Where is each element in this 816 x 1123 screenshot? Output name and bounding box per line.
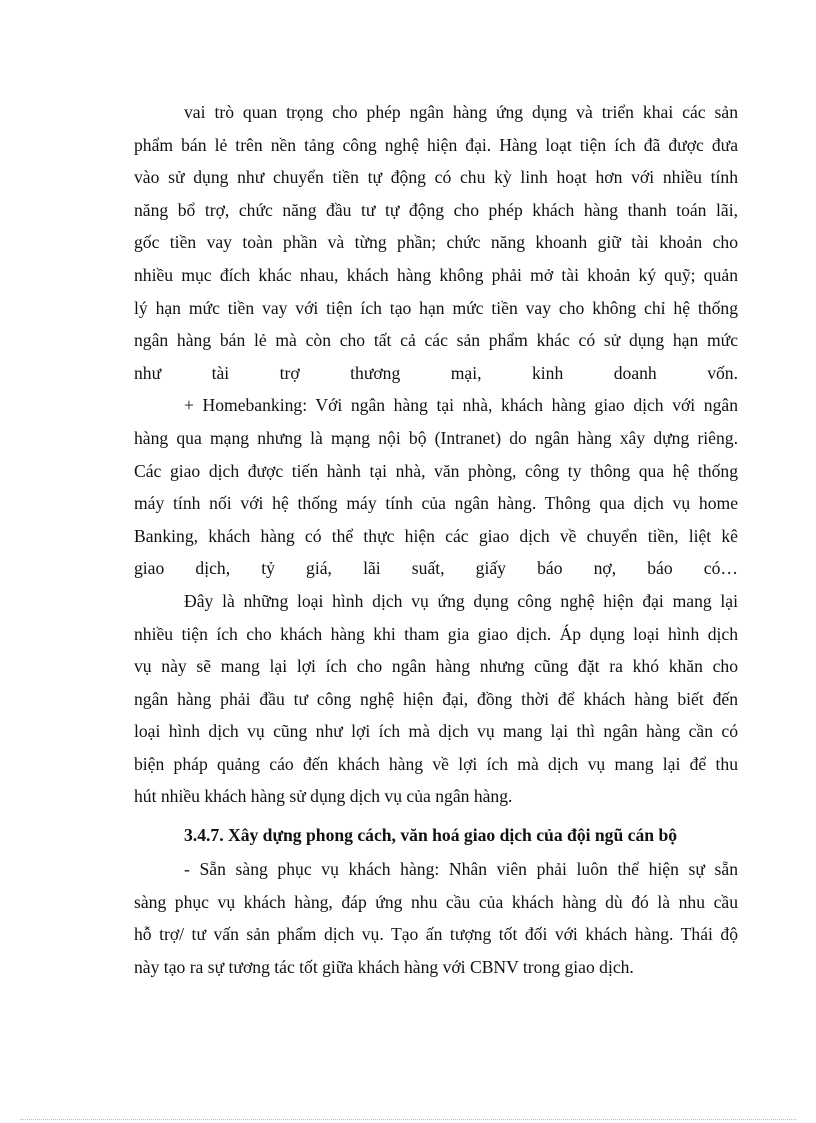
text-line: Banking, khách hàng có thể thực hiện các giao dịch về chuyển tiền, liệt kê [134, 525, 738, 546]
document-page [134, 96, 738, 983]
text-line: vụ này sẽ mang lại lợi ích cho ngân hàng nhưng cũng đặt ra khó khăn cho [134, 656, 738, 677]
text-line: nhiều mục đích khác nhau, khách hàng không phải mở tài khoản ký quỹ; quản [134, 264, 738, 285]
text-line: máy tính nối với hệ thống máy tính của ngân hàng. Thông qua dịch vụ home [134, 493, 738, 514]
text-line: ngân hàng phải đầu tư công nghệ hiện đại, đồng thời để khách hàng biết đến [134, 688, 738, 709]
text-line: vào sử dụng như chuyển tiền tự động có chu kỳ linh hoạt hơn với nhiều tính [134, 167, 738, 188]
text-line: vai trò quan trọng cho phép ngân hàng ứng dụng và triển khai các sản [184, 102, 738, 122]
paragraph-service-readiness [134, 853, 738, 983]
text-line: + Homebanking: Với ngân hàng tại nhà, khách hàng giao dịch với ngân [184, 395, 738, 416]
text-line: sàng phục vụ khách hàng, đáp ứng nhu cầu của khách hàng dù đó là nhu cầu [134, 891, 738, 912]
paragraph-homebanking [134, 389, 738, 585]
text-line: loại hình dịch vụ cũng như lợi ích mà dịch vụ mang lại thì ngân hàng cần có [134, 721, 738, 742]
text-line: nhiều tiện ích cho khách hàng khi tham gia giao dịch. Áp dụng loại hình dịch [134, 623, 738, 644]
text-line: hút nhiều khách hàng sử dụng dịch vụ của ngân hàng. [134, 786, 513, 807]
text-line: phẩm bán lẻ trên nền tảng công nghệ hiện đại. Hàng loạt tiện ích đã được đưa [134, 134, 738, 155]
text-line: này tạo ra sự tương tác tốt giữa khách hàng với CBNV trong giao dịch. [134, 956, 634, 977]
text-line: hàng qua mạng nhưng là mạng nội bộ (Intranet) do ngân hàng xây dựng riêng. [134, 427, 738, 448]
text-line: Đây là những loại hình dịch vụ ứng dụng công nghệ hiện đại mang lại [184, 590, 738, 611]
paragraph-retail-products [134, 96, 738, 389]
text-line: giao dịch, tỷ giá, lãi suất, giấy báo nợ, báo có… [134, 558, 738, 579]
page-footer-divider [20, 1119, 796, 1120]
text-line: Các giao dịch được tiến hành tại nhà, văn phòng, công ty thông qua hệ thống [134, 460, 738, 481]
text-line: năng bổ trợ, chức năng đầu tư tự động cho phép khách hàng thanh toán lãi, [134, 199, 738, 220]
section-heading: 3.4.7. Xây dựng phong cách, văn hoá giao dịch của đội ngũ cán bộ [184, 825, 678, 846]
text-line: như tài trợ thương mại, kinh doanh vốn. [134, 362, 738, 383]
text-line: lý hạn mức tiền vay với tiện ích tạo hạn mức tiền vay cho không chỉ hệ thống [134, 297, 738, 318]
text-line: ngân hàng bán lẻ mà còn cho tất cả các sản phẩm khác có sử dụng hạn mức [134, 330, 738, 351]
text-line: biện pháp quảng cáo đến khách hàng về lợi ích mà dịch vụ mang lại để thu [134, 753, 738, 774]
text-line: gốc tiền vay toàn phần và từng phần; chức năng khoanh giữ tài khoản cho [134, 232, 738, 253]
text-line: - Sẵn sàng phục vụ khách hàng: Nhân viên phải luôn thể hiện sự sẵn [184, 859, 738, 880]
paragraph-technology-services [134, 585, 738, 813]
text-line: hỗ trợ/ tư vấn sản phẩm dịch vụ. Tạo ấn tượng tốt đối với khách hàng. Thái độ [134, 924, 738, 945]
